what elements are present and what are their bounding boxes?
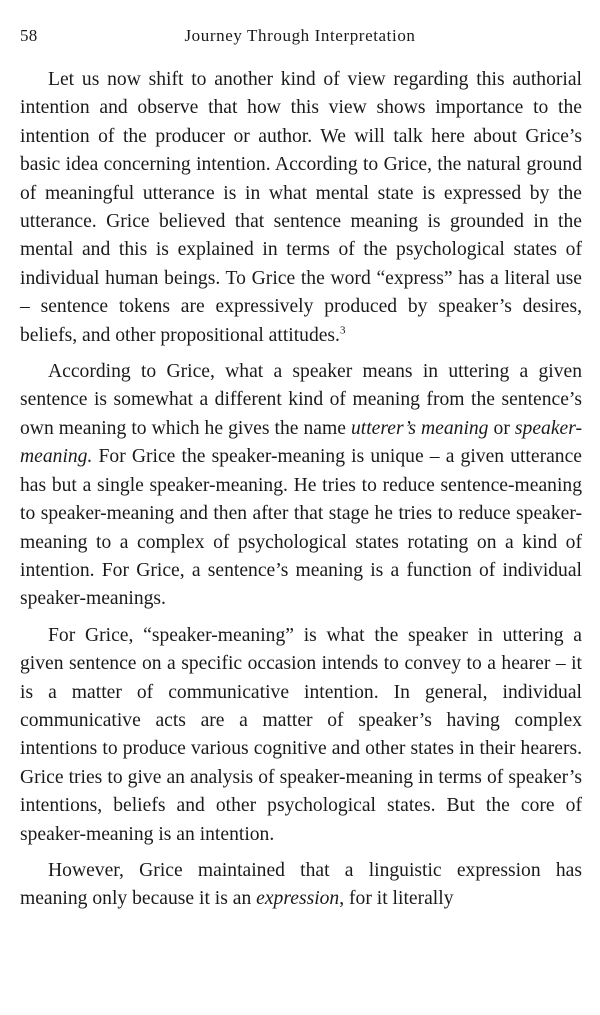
running-title: Journey Through Interpretation (184, 26, 416, 45)
paragraph-4-text-before: However, Grice maintained that a linguistic expression has meaning only because it is an (20, 859, 582, 910)
paragraph-4 (20, 857, 582, 914)
speaker-meaning-term: speaker-meaning. (20, 417, 582, 468)
utterers-meaning-term: utterer’s meaning (351, 417, 489, 439)
paragraph-2-text-mid: or (488, 417, 515, 439)
footnote-marker: 3 (339, 324, 346, 337)
paragraph-2-text-before: According to Grice, what a speaker means in uttering a given sentence is somewhat a different kind of meaning from the sentence’s own meaning to which he gives the name (20, 361, 582, 439)
page-number: 58 (20, 26, 38, 45)
paragraph-3-text: For Grice, “speaker-meaning” is what the speaker in uttering a given sentence on a specific occasion intends to convey to a hearer – it is a matter of communicative intention. In general, individual communicative acts are a matter of speaker’s having complex intentions to produce various cognitive and other states in their hearers. Grice tries to give an analysis of speaker-meaning in terms of speaker’s intentions, beliefs and other psychological states. But the core of speaker-meaning is an intention. (20, 624, 582, 845)
paragraph-4-text-after: , for it literally (339, 888, 454, 910)
expression-term: expression (256, 888, 340, 910)
paragraph-2-text-after: For Grice the speaker-meaning is unique – a given utterance has but a single speaker-meaning. He tries to reduce sentence-meaning to speaker-meaning and then after that stage he tries to reduce speaker-meaning to a complex of psychological states rotating on a kind of intention. For Grice, a sentence’s meaning is a function of individual speaker-meanings. (20, 446, 582, 610)
paragraph-1 (20, 66, 582, 350)
body-text (20, 66, 582, 914)
paragraph-2 (20, 358, 582, 614)
page-header (20, 26, 580, 50)
paragraph-3 (20, 622, 582, 849)
paragraph-1-text: Let us now shift to another kind of view regarding this authorial intention and observe that how this view shows importance to the intention of the producer or author. We will talk here about Grice’s basic idea concerning intention. According to Grice, the natural ground of meaningful utterance is in what mental state is expressed by the utterance. Grice believed that sentence meaning is grounded in the mental and this is explained in terms of the psychological states of individual human beings. To Grice the word “express” has a literal use – sentence tokens are expressively produced by speaker’s desires, beliefs, and other propositional attitudes. (20, 69, 582, 346)
